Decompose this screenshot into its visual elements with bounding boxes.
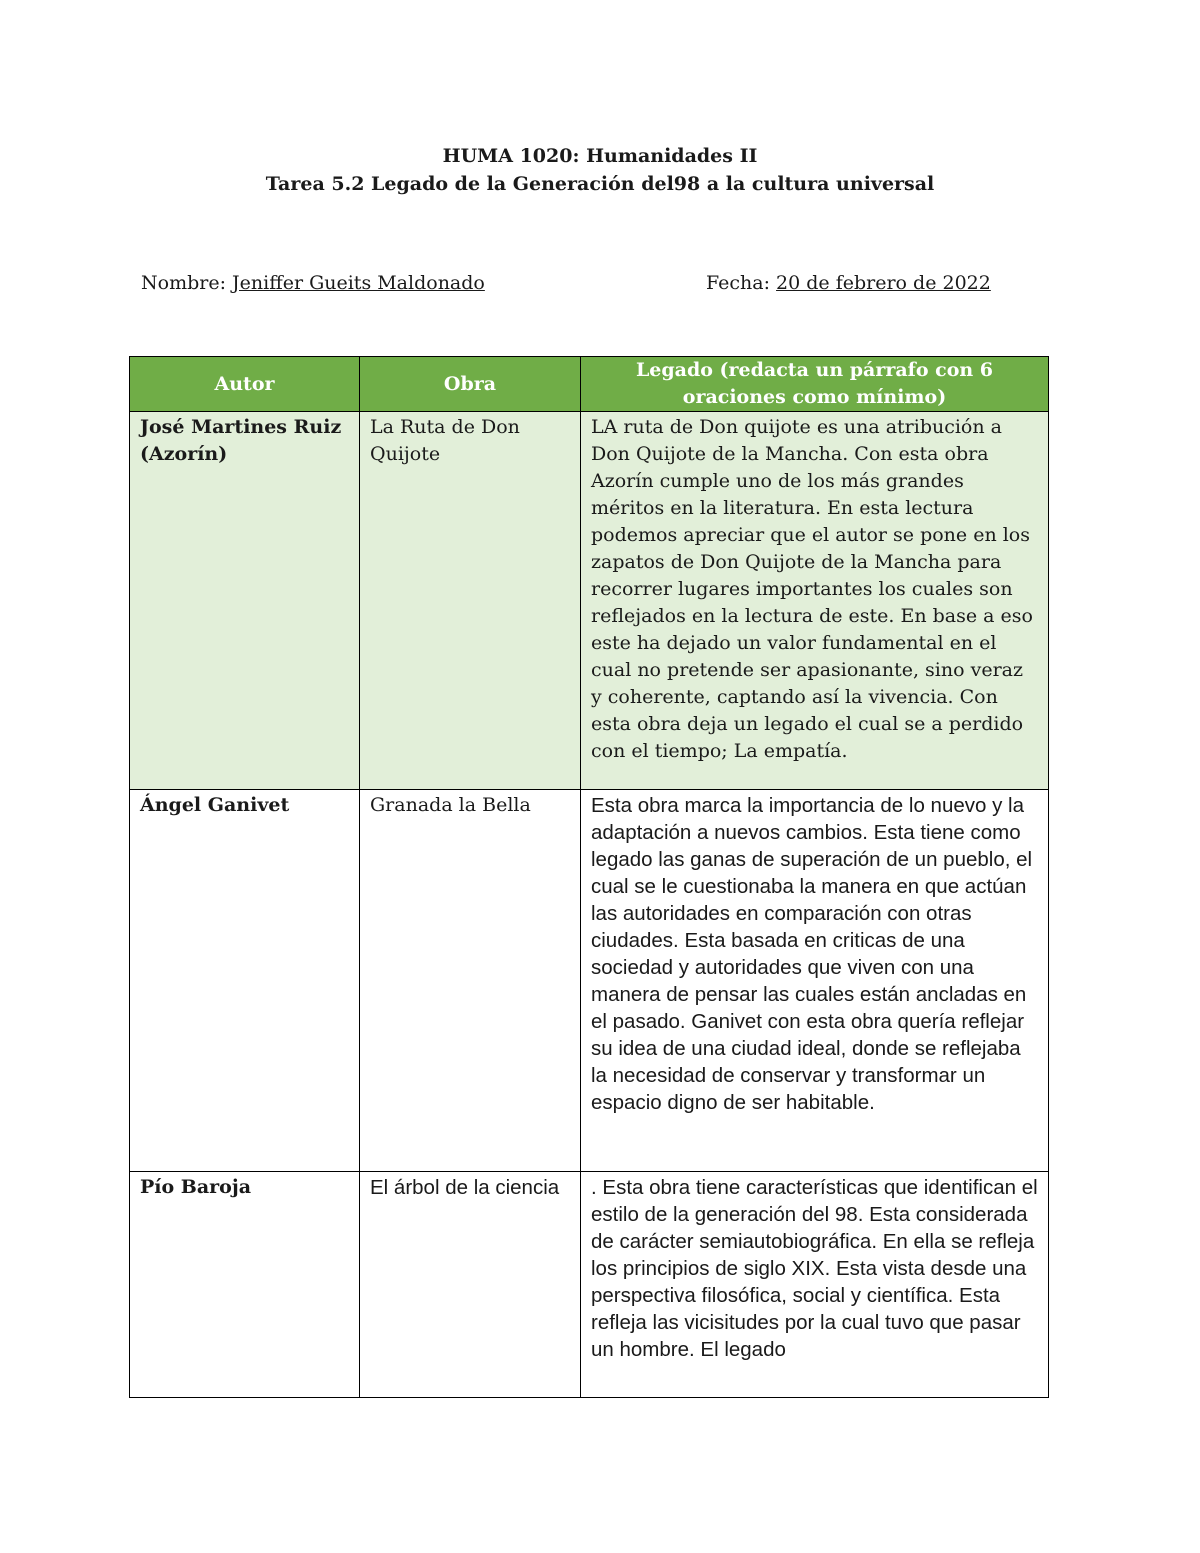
work-cell: El árbol de la ciencia	[360, 1172, 581, 1398]
table-row	[130, 1172, 1049, 1398]
legacy-cell: Esta obra marca la importancia de lo nuevo y la adaptación a nuevos cambios. Esta tiene como legado las ganas de superación de un pueblo, el cual se le cuestionaba la manera en que actúan las autoridades en comparación con otras ciudades. Esta basada en criticas de una sociedad y autoridades que viven con una manera de pensar las cuales están ancladas en el pasado. Ganivet con esta obra quería reflejar su idea de una ciudad ideal, donde se reflejaba la necesidad de conservar y transformar un espacio digno de ser habitable.	[581, 790, 1049, 1172]
author-cell: Ángel Ganivet	[130, 790, 360, 1172]
legacy-cell: . Esta obra tiene características que identifican el estilo de la generación del 98. Esta considerada de carácter semiautobiográfica. En ella se refleja los principios de siglo XIX. Esta vista desde una perspectiva filosófica, social y científica. Esta refleja las vicisitudes por la cual tuvo que pasar un hombre. El legado	[581, 1172, 1049, 1398]
date-line	[706, 270, 991, 296]
assignment-title: Tarea 5.2 Legado de la Generación del98 a la cultura universal	[265, 173, 935, 195]
name-line	[141, 270, 485, 296]
legacy-table	[129, 356, 1049, 1398]
column-header-legacy: Legado (redacta un párrafo con 6 oraciones como mínimo)	[581, 357, 1049, 412]
table-row	[130, 412, 1049, 790]
author-cell: José Martines Ruiz (Azorín)	[130, 412, 360, 790]
work-cell: Granada la Bella	[360, 790, 581, 1172]
legacy-cell: LA ruta de Don quijote es una atribución a Don Quijote de la Mancha. Con esta obra Azorín cumple uno de los más grandes méritos en la literatura. En esta lectura podemos apreciar que el autor se pone en los zapatos de Don Quijote de la Mancha para recorrer lugares importantes los cuales son reflejados en la lectura de este. En base a eso este ha dejado un valor fundamental en el cual no pretende ser apasionante, sino veraz y coherente, captando así la vivencia. Con esta obra deja un legado el cual se a perdido con el tiempo; La empatía.	[581, 412, 1049, 790]
work-cell: La Ruta de Don Quijote	[360, 412, 581, 790]
table-row	[130, 790, 1049, 1172]
name-value: Jeniffer Gueits Maldonado	[232, 272, 485, 294]
date-value: 20 de febrero de 2022	[776, 272, 991, 294]
name-label: Nombre:	[141, 272, 226, 294]
column-header-author: Autor	[130, 357, 360, 412]
date-label: Fecha:	[706, 272, 770, 294]
table-header-row	[130, 357, 1049, 412]
column-header-work: Obra	[360, 357, 581, 412]
document-title	[0, 142, 1200, 198]
course-title: HUMA 1020: Humanidades II	[442, 145, 758, 167]
author-cell: Pío Baroja	[130, 1172, 360, 1398]
